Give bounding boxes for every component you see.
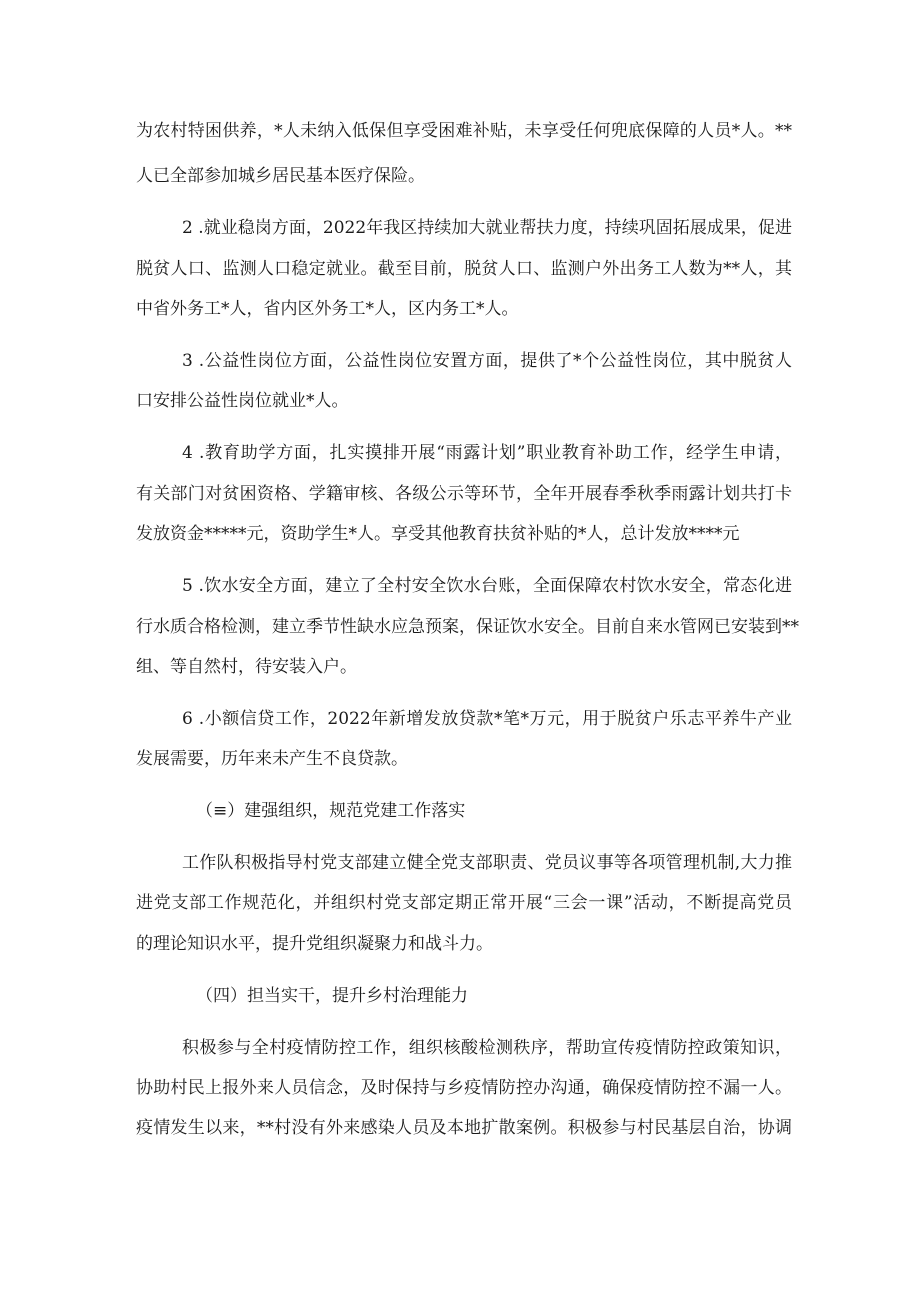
- text-line: 发展需要，历年来未产生不良贷款。: [136, 749, 408, 769]
- text-line: 2 .就业稳岗方面，2022年我区持续加大就业帮扶力度，持续巩固拓展成果，促进: [182, 218, 792, 238]
- text-line: 行水质合格检测，建立季节性缺水应急预案，保证饮水安全。目前自来水管网已安装到**: [136, 617, 799, 637]
- text-line: 的理论知识水平，提升党组织凝聚力和战斗力。: [136, 934, 493, 954]
- text-line: 积极参与全村疫情防控工作，组织核酸检测秩序，帮助宣传疫情防控政策知识，: [182, 1038, 792, 1058]
- text-line: 3 .公益性岗位方面，公益性岗位安置方面，提供了*个公益性岗位，其中脱贫人: [182, 351, 792, 371]
- text-line: 5 .饮水安全方面，建立了全村安全饮水台账，全面保障农村饮水安全，常态化进: [182, 576, 792, 596]
- text-line: 4 .教育助学方面，扎实摸排开展“雨露计划”职业教育补助工作，经学生申请，: [182, 443, 792, 463]
- section-heading: （≡）建强组织，规范党建工作落实: [196, 801, 466, 821]
- text-line: 人已全部参加城乡居民基本医疗保险。: [136, 166, 425, 186]
- text-line: 为农村特困供养，*人未纳入低保但享受困难补贴，未享受任何兜底保障的人员*人。**: [136, 121, 792, 141]
- text-line: 脱贫人口、监测人口稳定就业。截至目前，脱贫人口、监测户外出务工人数为**人，其: [136, 259, 792, 279]
- text-line: 疫情发生以来，**村没有外来感染人员及本地扩散案例。积极参与村民基层自治，协调: [136, 1118, 792, 1138]
- text-line: 6 .小额信贷工作，2022年新增发放贷款*笔*万元，用于脱贫户乐志平养牛产业: [182, 709, 792, 729]
- text-line: 协助村民上报外来人员信念，及时保持与乡疫情防控办沟通，确保疫情防控不漏一人。: [136, 1078, 792, 1098]
- section-heading: （四）担当实干，提升乡村治理能力: [196, 986, 468, 1006]
- text-line: 发放资金*****元，资助学生*人。享受其他教育扶贫补贴的*人，总计发放****元: [136, 524, 740, 544]
- text-line: 有关部门对贫困资格、学籍审核、各级公示等环节，全年开展春季秋季雨露计划共打卡: [136, 484, 792, 504]
- text-line: 工作队积极指导村党支部建立健全党支部职责、党员议事等各项管理机制,大力推: [182, 853, 792, 873]
- text-line: 中省外务工*人，省内区外务工*人，区内务工*人。: [136, 299, 519, 319]
- text-line: 组、等自然村，待安装入户。: [136, 657, 357, 677]
- text-line: 口安排公益性岗位就业*人。: [136, 391, 349, 411]
- text-line: 进党支部工作规范化，并组织村党支部定期正常开展“三会一课”活动，不断提高党员: [136, 893, 792, 913]
